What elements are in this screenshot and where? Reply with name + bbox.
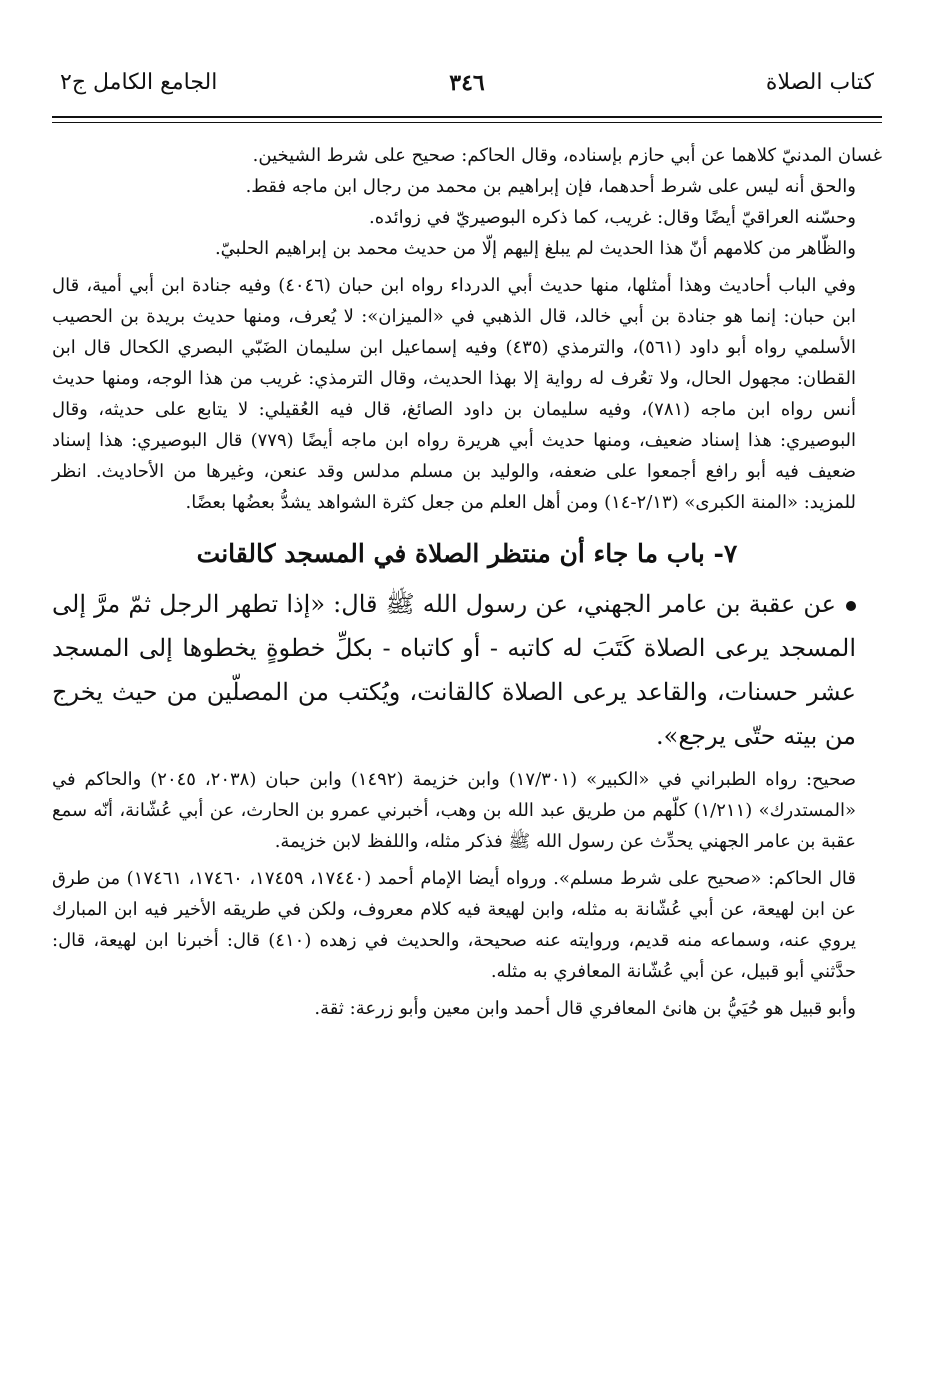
paragraph: وحسّنه العراقيّ أيضًا وقال: غريب، كما ذكره البوصيريّ في زوائده.: [369, 207, 856, 228]
header-volume: الجامع الكامل ج٢: [60, 70, 218, 95]
takhrij-paragraph: وأبو قبيل هو حُيَيُّ بن هانئ المعافري قال أحمد وابن معين وأبو زرعة: ثقة.: [314, 998, 856, 1019]
bullet-icon: [846, 601, 856, 611]
hadith-body: عن عقبة بن عامر الجهني، عن رسول الله ﷺ قال: «إذا تطهر الرجل ثمّ مرَّ إلى المسجد يرعى الصلاة كَتَبَ له كاتبه - أو كاتباه - بكلِّ خطوةٍ يخطوها إلى المسجد عشر حسنات، والقاعد يرعى الصلاة كالقانت، ويُكتب من المصلّين من حيث يخرج من بيته حتّى يرجع».: [52, 590, 856, 750]
paragraph: والحق أنه ليس على شرط أحدهما، فإن إبراهيم بن محمد من رجال ابن ماجه فقط.: [245, 176, 856, 197]
paragraph: وفي الباب أحاديث وهذا أمثلها، منها حديث أبي الدرداء رواه ابن حبان (٤٠٤٦) وفيه جنادة ابن أبي أمية، قال ابن حبان: إنما هو جنادة بن أبي خالد، قال الذهبي في «الميزان»: لا يُعرف، ومنها حديث بريدة بن الحصيب الأسلمي رواه أبو داود (٥٦١)، والترمذي (٤٣٥) وفيه إسماعيل ابن سليمان الضَبّي البصري الكحال قال ابن القطان: مجهول الحال، ولا تعُرف له رواية إلا بهذا الحديث، وقال الترمذي: غريب من هذا الوجه، ومنها حديث أنس رواه ابن ماجه (٧٨١)، وفيه سليمان بن داود الصائغ، قال فيه العُقيلي: لا يتابع على حديثه، وقال البوصيري: هذا إسناد ضعيف، ومنها حديث أبي هريرة رواه ابن ماجه أيضًا (٧٧٩) قال البوصيري: هذا إسناد ضعيف فيه أبو رافع أجمعوا على ضعفه، والوليد بن مسلم مدلس وقد عنعن، وغيرها من الأحاديث. انظر للمزيد: «المنة الكبرى» (٢/١٣-١٤) ومن أهل العلم من جعل كثرة الشواهد يشدُّ بعضُها بعضًا.: [52, 275, 856, 513]
header-book-section: كتاب الصلاة: [765, 70, 874, 95]
page-number: ٣٤٦: [449, 70, 485, 96]
page-header: [60, 70, 874, 110]
chapter-title: ٧- باب ما جاء أن منتظر الصلاة في المسجد كالقانت: [196, 539, 738, 568]
hadith-text: [52, 582, 882, 758]
header-rule-thick: [52, 116, 882, 118]
page-body: [52, 140, 882, 1024]
paragraph: غسان المدنيّ كلاهما عن أبي حازم بإسناده، وقال الحاكم: صحيح على شرط الشيخين.: [252, 145, 882, 166]
takhrij-paragraph: قال الحاكم: «صحيح على شرط مسلم». ورواه أيضا الإمام أحمد (١٧٤٤٠، ١٧٤٥٩، ١٧٤٦٠، ١٧٤٦١) من طرق عن ابن لهيعة، عن أبي عُشّانة به مثله، وابن لهيعة فيه كلام معروف، ولكن في طريقه الأخير فيه ابن المبارك يروي عنه، وسماعه منه قديم، وروايته عنه صحيحة، والحديث في زهده (٤١٠) قال: أخبرنا ابن لهيعة، قال: حدَّثني أبو قبيل، عن أبي عُشّانة المعافري به مثله.: [52, 868, 857, 982]
paragraph: والظّاهر من كلامهم أنّ هذا الحديث لم يبلغ إليهم إلّا من حديث محمد بن إبراهيم الحلبيّ.: [214, 238, 856, 259]
takhrij-paragraph: صحيح: رواه الطبراني في «الكبير» (١٧/٣٠١) وابن خزيمة (١٤٩٢) وابن حبان (٢٠٣٨، ٢٠٤٥) والحاكم في «المستدرك» (١/٢١١) كلّهم من طريق عبد الله بن وهب، أخبرني عمرو بن الحارث، عن أبي عُشّانة، أنّه سمع عقبة بن عامر الجهني يحدِّث عن رسول الله ﷺ فذكر مثله، واللفظ لابن خزيمة.: [52, 769, 857, 852]
header-rule-thin: [52, 122, 882, 123]
